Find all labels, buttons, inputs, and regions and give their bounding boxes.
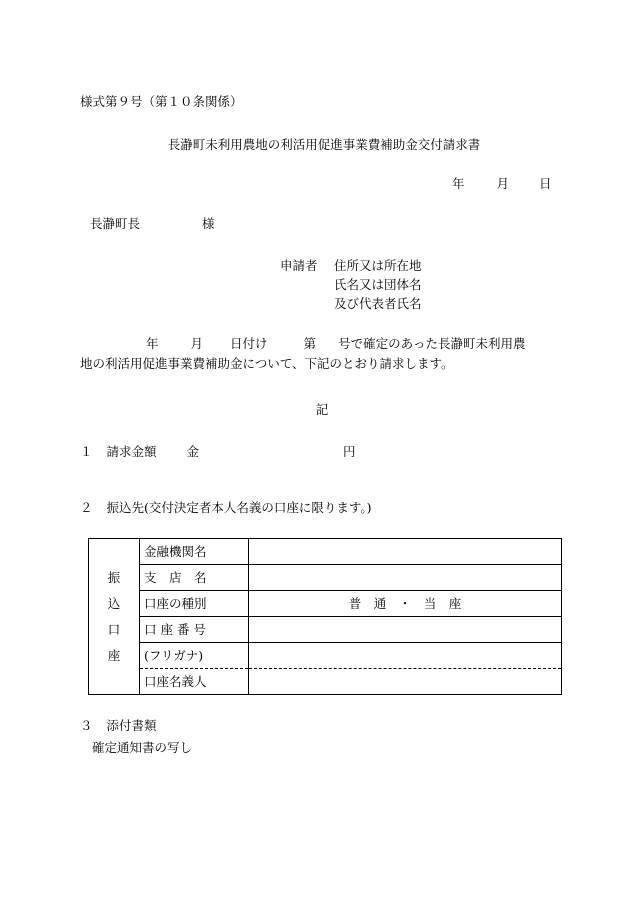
addressee-suffix: 様: [202, 216, 215, 231]
body-rest: 号で確定のあった長瀞町未利用農: [338, 336, 526, 351]
item-transfer-destination: [80, 500, 372, 516]
body-no: 第: [303, 336, 317, 351]
row-label-account-number: 口 座 番 号: [140, 617, 249, 643]
item3-number: ３: [80, 718, 93, 733]
item2-number: ２: [80, 500, 93, 515]
ki-heading: 記: [315, 402, 329, 417]
branch-name-field[interactable]: [249, 565, 562, 591]
addressee-name: 長瀞町長: [90, 216, 141, 231]
item-claim-amount: [80, 444, 356, 460]
body-year: 年: [146, 336, 159, 351]
date-month: 月: [496, 176, 510, 191]
body-line-2: 地の利活用促進事業費補助金について、下記のとおり請求します。: [80, 356, 454, 371]
item3-label: 添付書類: [106, 718, 157, 733]
account-side-label: 振 込 口 座: [89, 539, 140, 695]
applicant-representative: 及び代表者氏名: [334, 296, 422, 311]
item1-currency: 金: [186, 444, 200, 459]
row-label-account-holder: 口座名義人: [140, 669, 249, 695]
applicant-address: 住所又は所在地: [334, 258, 422, 273]
attachment-content: 確定通知書の写し: [92, 740, 193, 755]
furigana-field[interactable]: [249, 643, 562, 669]
row-label-account-type: 口座の種別: [140, 591, 249, 617]
body-dated: 日付け: [230, 336, 268, 351]
bank-account-table: [88, 538, 562, 695]
account-number-field[interactable]: [249, 617, 562, 643]
bank-name-field[interactable]: [249, 539, 562, 565]
item2-label: 振込先(交付決定者本人名義の口座に限ります。): [106, 500, 372, 515]
row-label-bank-name: 金融機関名: [140, 539, 249, 565]
row-label-furigana: (フリガナ): [140, 643, 249, 669]
date-line: [452, 176, 552, 192]
applicant-name: 氏名又は団体名: [334, 277, 422, 292]
date-year: 年: [452, 176, 465, 191]
item1-number: １: [80, 444, 93, 459]
account-type-field[interactable]: 普 通 ・ 当 座: [249, 591, 562, 617]
row-label-branch-name: 支 店 名: [140, 565, 249, 591]
item1-label: 請求金額: [106, 444, 157, 459]
addressee: [90, 216, 215, 232]
form-number: 様式第９号（第１０条関係）: [80, 94, 243, 109]
account-holder-field[interactable]: [249, 669, 562, 695]
document-title: 長瀞町未利用農地の利活用促進事業費補助金交付請求書: [167, 137, 481, 152]
body-line-1: [146, 336, 525, 352]
date-day: 日: [539, 176, 552, 191]
body-month: 月: [190, 336, 204, 351]
applicant-label: 申請者: [280, 258, 318, 273]
item-attachments: [80, 718, 157, 734]
item1-unit: 円: [343, 444, 356, 459]
